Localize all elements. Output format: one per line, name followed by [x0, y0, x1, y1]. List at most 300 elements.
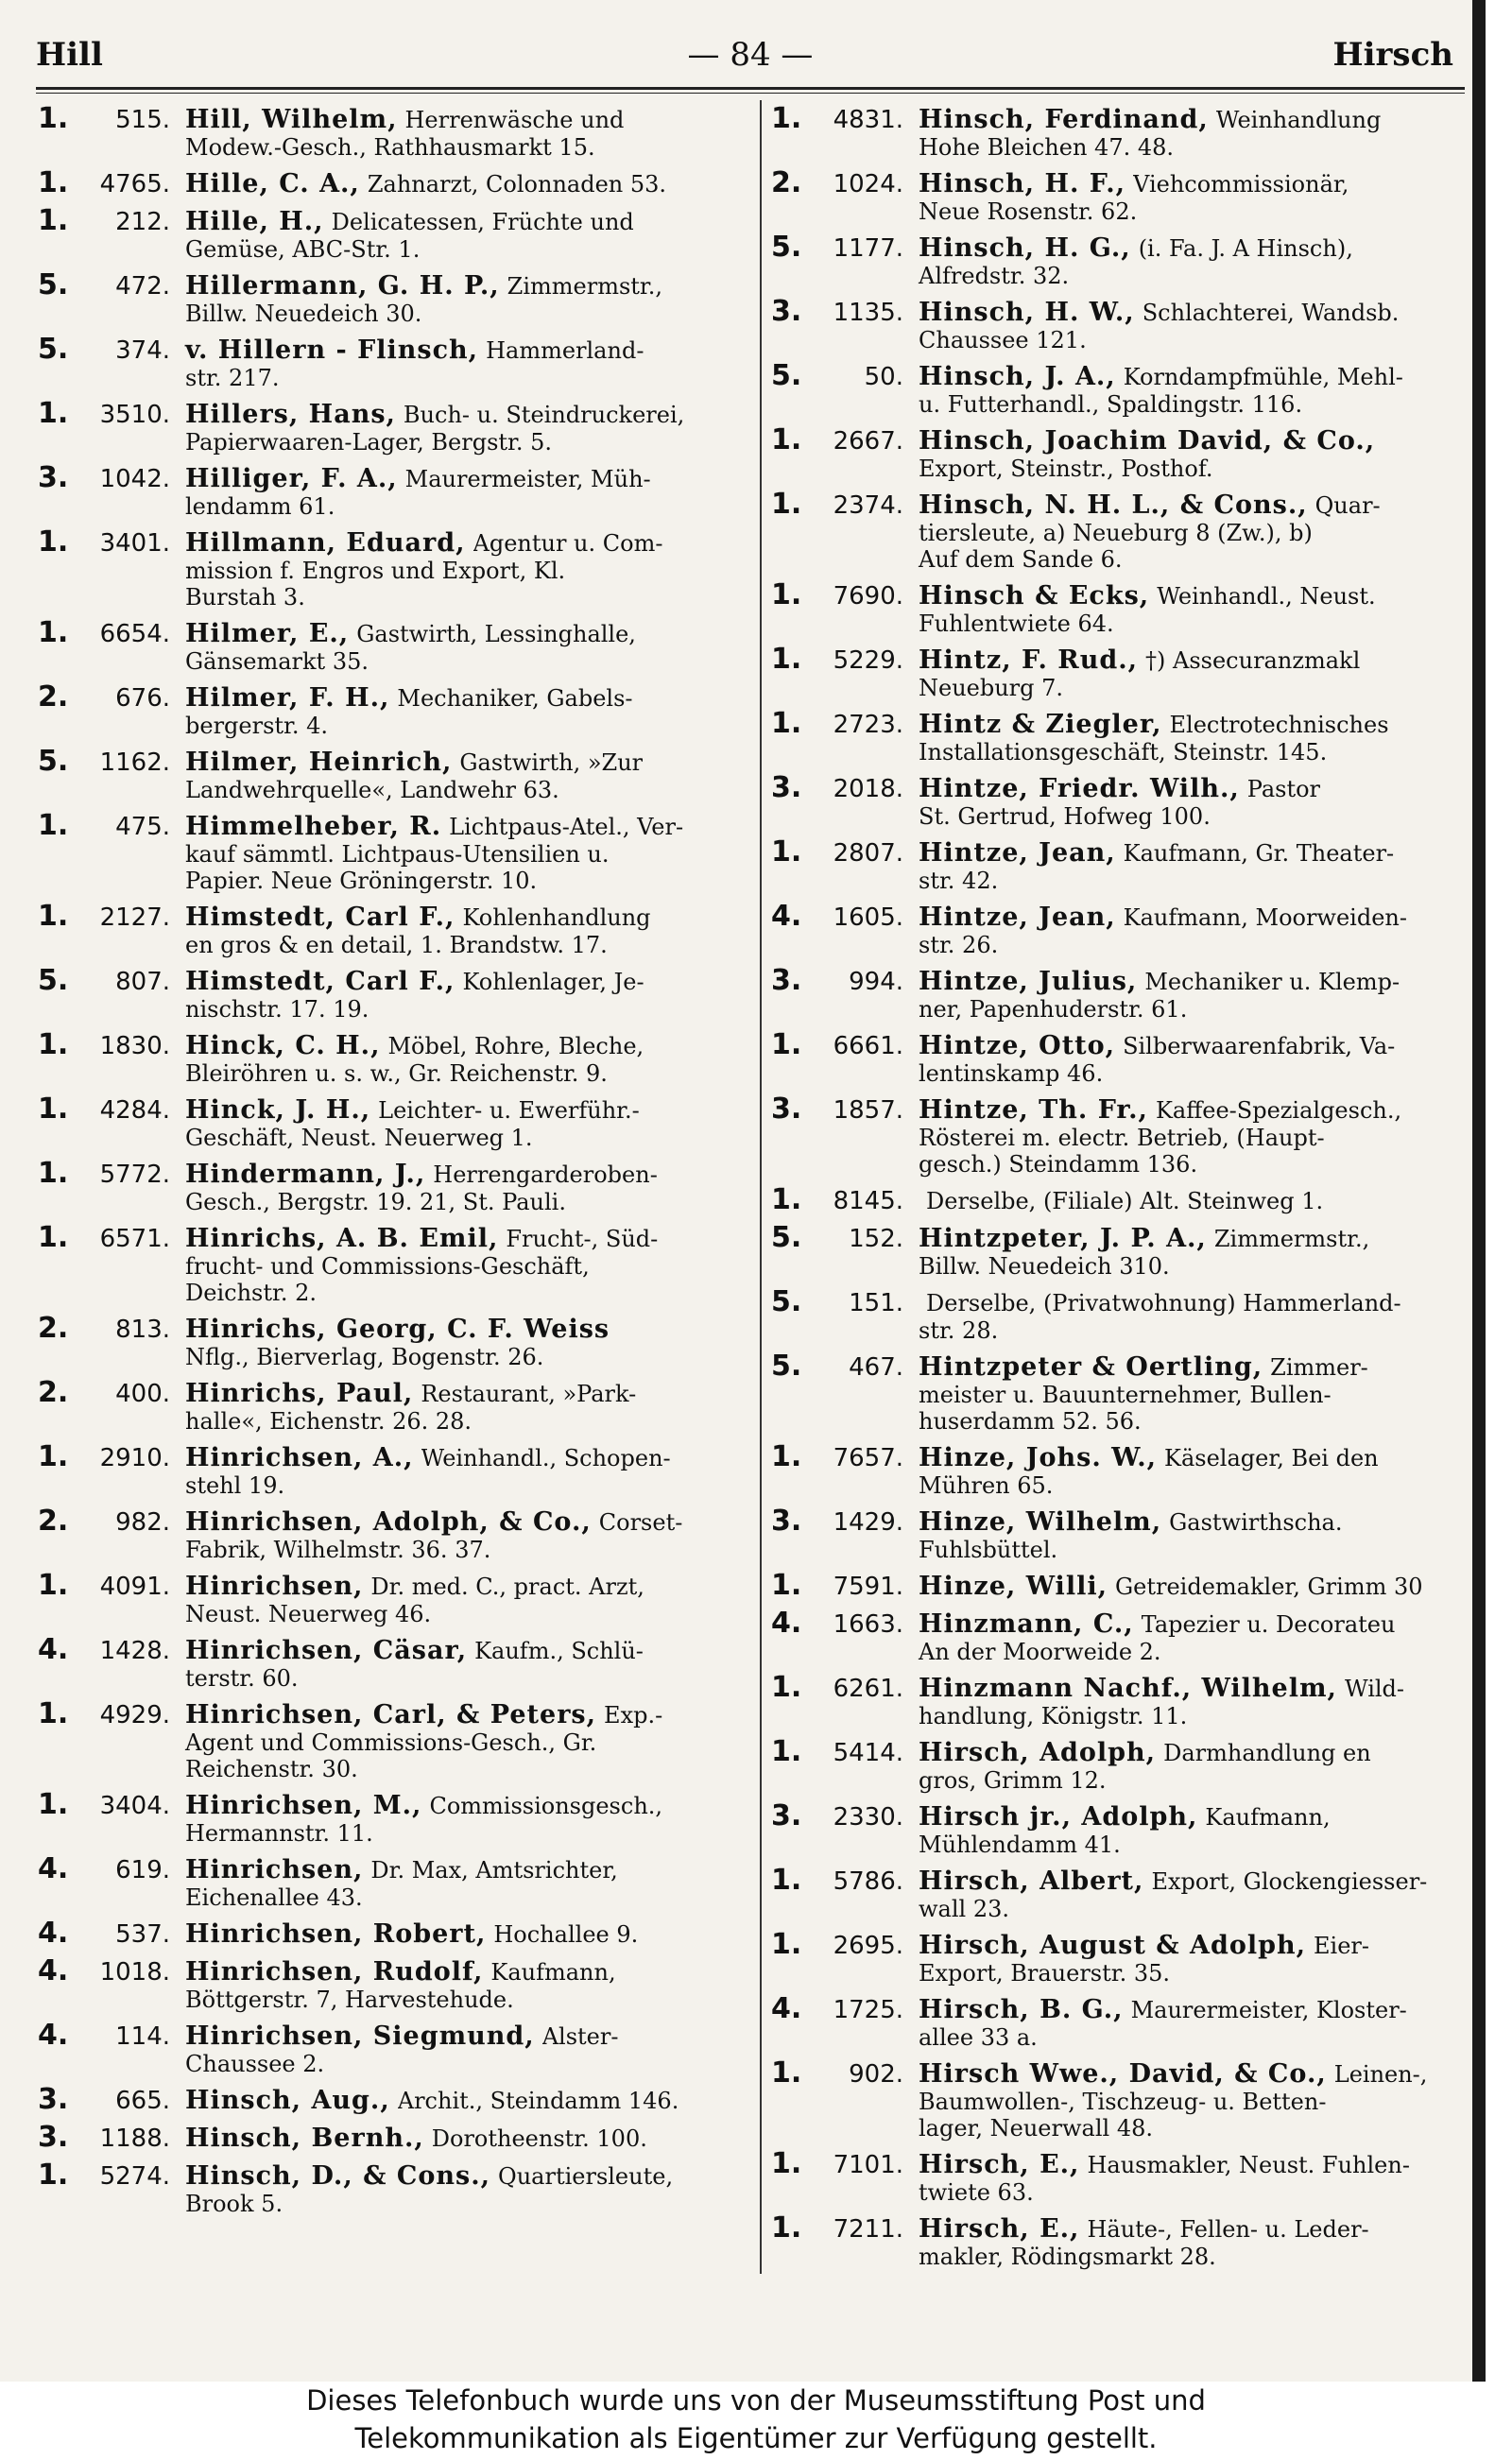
- entry-continuation: str. 42.: [919, 868, 999, 894]
- entry-continuation: str. 28.: [919, 1317, 999, 1344]
- subscriber-description: Kohlenhandlung: [462, 904, 651, 931]
- subscriber-description: Export, Glockengiesser-: [1151, 1868, 1428, 1895]
- footer-line-2: Telekommunikation als Eigentümer zur Verfügung gestellt.: [354, 2422, 1158, 2454]
- exchange-code: 4.: [38, 2019, 69, 2052]
- subscriber-name: Hinrichsen,: [185, 1572, 364, 1601]
- subscriber-name: Himmelheber, R.: [185, 812, 442, 841]
- subscriber-description: Korndampfmühle, Mehl-: [1123, 364, 1403, 390]
- subscriber-description: Zimmermstr.,: [507, 273, 663, 300]
- subscriber-name: Hinsch, Joachim David, & Co.,: [919, 426, 1376, 456]
- directory-entry: [38, 1506, 756, 1563]
- subscriber-name: Hinsch, N. H. L., & Cons.,: [919, 490, 1308, 520]
- entry-continuation: tiersleute, a) Neueburg 8 (Zw.), b): [919, 520, 1313, 546]
- exchange-code: 3.: [771, 1092, 802, 1126]
- directory-entry: [38, 1635, 756, 1692]
- phone-number: 1830.: [99, 1032, 170, 1060]
- directory-entry: [38, 399, 756, 456]
- exchange-code: 1.: [771, 1440, 802, 1473]
- entry-continuation: stehl 19.: [185, 1472, 285, 1499]
- exchange-code: 1.: [38, 900, 69, 933]
- subscriber-name: Hirsch, B. G.,: [919, 1995, 1124, 2024]
- exchange-code: 1.: [771, 835, 802, 869]
- exchange-code: 2.: [38, 1505, 69, 1538]
- directory-entry: [38, 747, 756, 803]
- exchange-code: 1.: [38, 102, 69, 135]
- exchange-code: 1.: [38, 1697, 69, 1730]
- exchange-code: 1.: [38, 525, 69, 559]
- entry-continuation: Alfredstr. 32.: [919, 263, 1070, 289]
- exchange-code: 3.: [38, 2121, 69, 2154]
- subscriber-name: Hirsch Wwe., David, & Co.,: [919, 2059, 1327, 2089]
- phone-number: 6261.: [833, 1675, 903, 1703]
- entry-continuation: Chaussee 121.: [919, 327, 1087, 353]
- entry-continuation: en gros & en detail, 1. Brandstw. 17.: [185, 932, 608, 958]
- entry-continuation: makler, Rödingsmarkt 28.: [919, 2244, 1216, 2270]
- subscriber-name: Hinrichsen, Carl, & Peters,: [185, 1700, 597, 1729]
- exchange-code: 1.: [771, 578, 802, 611]
- subscriber-name: Hinsch, H. G.,: [919, 233, 1131, 263]
- entry-continuation: Billw. Neuedeich 310.: [919, 1253, 1170, 1280]
- entry-continuation: Mühlendamm 41.: [919, 1832, 1121, 1858]
- subscriber-name: Hillers, Hans,: [185, 400, 396, 429]
- header-rule: [36, 87, 1465, 90]
- phone-number: 7211.: [833, 2215, 903, 2244]
- directory-entry: [771, 902, 1470, 958]
- phone-number: 676.: [115, 684, 170, 713]
- subscriber-name: Hinrichsen, A.,: [185, 1443, 414, 1472]
- subscriber-description: Dr. med. C., pract. Arzt,: [370, 1574, 644, 1600]
- entry-continuation: kauf sämmtl. Lichtpaus-Utensilien u.: [185, 841, 610, 868]
- phone-number: 1725.: [833, 1996, 903, 2024]
- entry-continuation: terstr. 60.: [185, 1665, 299, 1692]
- exchange-code: 5.: [38, 333, 69, 366]
- subscriber-name: Hintze, Jean,: [919, 838, 1116, 868]
- directory-entry: [771, 1351, 1470, 1435]
- exchange-code: 4.: [38, 1954, 69, 1987]
- directory-entry: [38, 335, 756, 391]
- directory-entry: [771, 837, 1470, 894]
- entry-continuation: Eichenallee 43.: [185, 1884, 363, 1911]
- phone-number: 50.: [864, 363, 903, 391]
- exchange-code: 5.: [38, 964, 69, 997]
- entry-continuation: nischstr. 17. 19.: [185, 996, 369, 1023]
- subscriber-description: Gastwirthscha.: [1169, 1509, 1343, 1536]
- subscriber-description: Viehcommissionär,: [1133, 171, 1349, 198]
- subscriber-description: Weinhandlung: [1215, 107, 1382, 133]
- entry-continuation: lendamm 61.: [185, 493, 335, 520]
- directory-entry: [38, 168, 756, 198]
- phone-number: 5772.: [99, 1161, 170, 1189]
- directory-entry: [38, 1030, 756, 1087]
- phone-number: 1177.: [833, 234, 903, 263]
- directory-entry: [771, 232, 1470, 289]
- subscriber-name: Hille, H.,: [185, 207, 324, 236]
- subscriber-name: Hinsch, H. W.,: [919, 298, 1135, 327]
- directory-entry: [38, 1956, 756, 2013]
- phone-number: 152.: [849, 1225, 903, 1253]
- phone-number: 2910.: [99, 1444, 170, 1472]
- phone-number: 151.: [849, 1289, 903, 1317]
- entry-continuation: handlung, Königstr. 11.: [919, 1703, 1188, 1729]
- subscriber-description: Hausmakler, Neust. Fuhlen-: [1087, 2152, 1410, 2178]
- subscriber-description: †) Assecuranzmakl: [1145, 647, 1361, 674]
- entry-continuation: Papier. Neue Gröningerstr. 10.: [185, 868, 538, 894]
- phone-number: 374.: [115, 336, 170, 365]
- entry-continuation: halle«, Eichenstr. 26. 28.: [185, 1408, 472, 1435]
- subscriber-name: Hinzmann Nachf., Wilhelm,: [919, 1674, 1337, 1703]
- phone-number: 6571.: [99, 1225, 170, 1253]
- directory-entry: [38, 2160, 756, 2217]
- entry-continuation: Gänsemarkt 35.: [185, 648, 369, 675]
- phone-number: 3510.: [99, 401, 170, 429]
- phone-number: 4929.: [99, 1701, 170, 1729]
- subscriber-name: Hinzmann, C.,: [919, 1609, 1134, 1639]
- phone-number: 472.: [115, 272, 170, 301]
- subscriber-name: Hinrichs, Paul,: [185, 1379, 414, 1408]
- directory-entry: [38, 902, 756, 958]
- subscriber-name: Hinze, Wilhelm,: [919, 1507, 1162, 1537]
- subscriber-name: Hille, C. A.,: [185, 169, 360, 198]
- subscriber-name: Hinsch, Ferdinand,: [919, 105, 1209, 134]
- subscriber-description: Kohlenlager, Je-: [462, 969, 644, 995]
- phone-number: 7657.: [833, 1444, 903, 1472]
- exchange-code: 1.: [38, 1440, 69, 1473]
- subscriber-description: Leichter- u. Ewerführ.-: [378, 1097, 640, 1124]
- subscriber-name: Hirsch, E.,: [919, 2150, 1080, 2179]
- subscriber-description: Darmhandlung en: [1163, 1740, 1371, 1766]
- directory-entry: [771, 773, 1470, 830]
- exchange-code: 1.: [38, 397, 69, 430]
- page-number: — 84 —: [687, 36, 814, 74]
- entry-continuation: Baumwollen-, Tischzeug- u. Betten-: [919, 2089, 1327, 2115]
- directory-entry: [38, 463, 756, 520]
- directory-entry: [771, 1866, 1470, 1922]
- entry-continuation: wall 23.: [919, 1896, 1009, 1922]
- subscriber-description: Derselbe, (Privatwohnung) Hammerland-: [926, 1290, 1401, 1316]
- phone-number: 2330.: [833, 1803, 903, 1832]
- exchange-code: 3.: [38, 461, 69, 494]
- exchange-code: 4.: [38, 1852, 69, 1885]
- subscriber-description: Kaffee-Spezialgesch.,: [1155, 1097, 1402, 1124]
- phone-number: 7591.: [833, 1573, 903, 1601]
- entry-continuation: str. 26.: [919, 932, 999, 958]
- subscriber-description: Quar-: [1314, 492, 1381, 519]
- directory-entry: [38, 1571, 756, 1627]
- directory-entry: [771, 1801, 1470, 1858]
- subscriber-description: Möbel, Rohre, Bleche,: [387, 1033, 644, 1059]
- entry-continuation: Hermannstr. 11.: [185, 1820, 373, 1847]
- directory-entry: [771, 1223, 1470, 1280]
- subscriber-description: Leinen-,: [1333, 2061, 1428, 2088]
- subscriber-description: Pastor: [1246, 776, 1321, 802]
- subscriber-description: Restaurant, »Park-: [421, 1381, 637, 1407]
- subscriber-name: Hirsch jr., Adolph,: [919, 1802, 1198, 1832]
- directory-entry: [38, 1094, 756, 1151]
- subscriber-description: Frucht-, Süd-: [506, 1226, 659, 1252]
- subscriber-description: Silberwaarenfabrik, Va-: [1123, 1033, 1396, 1059]
- subscriber-name: Hintzpeter & Oertling,: [919, 1352, 1263, 1382]
- subscriber-description: Schlachterei, Wandsb.: [1142, 300, 1400, 326]
- subscriber-description: Zimmermstr.,: [1213, 1226, 1370, 1252]
- subscriber-name: Hinsch, Aug.,: [185, 2086, 390, 2115]
- phone-number: 3401.: [99, 529, 170, 558]
- exchange-code: 3.: [771, 771, 802, 804]
- phone-number: 114.: [115, 2022, 170, 2051]
- entry-continuation: Böttgerstr. 7, Harvestehude.: [185, 1987, 514, 2013]
- subscriber-description: Häute-, Fellen- u. Leder-: [1087, 2216, 1369, 2243]
- subscriber-name: Hirsch, August & Adolph,: [919, 1931, 1307, 1960]
- entry-continuation: Brook 5.: [185, 2191, 284, 2217]
- right-column: [771, 104, 1470, 2278]
- directory-entry: [771, 1571, 1470, 1601]
- subscriber-name: Hirsch, Adolph,: [919, 1738, 1157, 1767]
- subscriber-description: Buch- u. Steindruckerei,: [403, 402, 685, 428]
- phone-number: 2807.: [833, 839, 903, 868]
- entry-continuation: frucht- und Commissions-Geschäft,: [185, 1253, 590, 1280]
- phone-number: 5414.: [833, 1739, 903, 1767]
- exchange-code: 1.: [38, 1092, 69, 1126]
- subscriber-name: Hinrichsen, Adolph, & Co.,: [185, 1507, 592, 1537]
- phone-number: 665.: [115, 2087, 170, 2115]
- subscriber-description: Derselbe, (Filiale) Alt. Steinweg 1.: [926, 1188, 1324, 1214]
- subscriber-name: Hill, Wilhelm,: [185, 105, 398, 134]
- phone-number: 7101.: [833, 2151, 903, 2179]
- subscriber-description: Maurermeister, Müh-: [404, 466, 651, 492]
- phone-number: 5274.: [99, 2162, 170, 2191]
- exchange-code: 2.: [771, 166, 802, 199]
- entry-continuation: lager, Neuerwall 48.: [919, 2115, 1153, 2142]
- subscriber-name: Hinrichsen,: [185, 1855, 364, 1884]
- directory-entry: [771, 297, 1470, 353]
- subscriber-name: Hinck, J. H.,: [185, 1095, 371, 1125]
- exchange-code: 1.: [771, 2147, 802, 2180]
- directory-entry: [38, 206, 756, 263]
- directory-entry: [771, 966, 1470, 1023]
- entry-continuation: Export, Steinstr., Posthof.: [919, 456, 1213, 482]
- entry-continuation: Neueburg 7.: [919, 675, 1064, 701]
- directory-entry: [771, 2213, 1470, 2270]
- directory-entry: [771, 1506, 1470, 1563]
- exchange-code: 1.: [771, 1928, 802, 1961]
- exchange-code: 1.: [771, 707, 802, 740]
- phone-number: 537.: [115, 1920, 170, 1949]
- exchange-code: 3.: [38, 2083, 69, 2116]
- subscriber-name: Hintze, Friedr. Wilh.,: [919, 774, 1240, 803]
- exchange-code: 1.: [38, 809, 69, 842]
- exchange-code: 1.: [38, 1221, 69, 1254]
- subscriber-description: Gastwirth, Lessinghalle,: [356, 621, 636, 647]
- subscriber-name: Hintz, F. Rud.,: [919, 645, 1139, 675]
- phone-number: 212.: [115, 208, 170, 236]
- entry-continuation: Gesch., Bergstr. 19. 21, St. Pauli.: [185, 1189, 566, 1215]
- exchange-code: 2.: [38, 680, 69, 714]
- directory-entry: [38, 1699, 756, 1782]
- phone-number: 467.: [849, 1353, 903, 1382]
- phone-number: 7690.: [833, 582, 903, 611]
- phone-number: 1663.: [833, 1610, 903, 1639]
- phone-number: 5229.: [833, 646, 903, 675]
- subscriber-description: Exp.-: [604, 1702, 663, 1729]
- phone-number: 1162.: [99, 748, 170, 777]
- exchange-code: 1.: [771, 643, 802, 676]
- subscriber-description: Quartiersleute,: [498, 2163, 674, 2190]
- subscriber-name: Hintze, Otto,: [919, 1031, 1116, 1060]
- subscriber-name: Hinrichsen, Robert,: [185, 1919, 487, 1949]
- phone-number: 4091.: [99, 1573, 170, 1601]
- exchange-code: 4.: [771, 1992, 802, 2025]
- subscriber-description: Mechaniker u. Klemp-: [1144, 969, 1400, 995]
- subscriber-name: Hinrichsen, Siegmund,: [185, 2021, 535, 2051]
- directory-entry: [771, 1185, 1470, 1215]
- subscriber-name: Hintzpeter, J. P. A.,: [919, 1224, 1207, 1253]
- phone-number: 813.: [115, 1316, 170, 1344]
- subscriber-description: Kaufmann, Moorweiden-: [1123, 904, 1407, 931]
- entry-continuation: huserdamm 52. 56.: [919, 1408, 1142, 1435]
- phone-number: 2018.: [833, 775, 903, 803]
- directory-entry: [771, 1030, 1470, 1087]
- subscriber-name: Hilmer, F. H.,: [185, 683, 390, 713]
- exchange-code: 1.: [771, 102, 802, 135]
- exchange-code: 3.: [771, 964, 802, 997]
- entry-continuation: lentinskamp 46.: [919, 1060, 1104, 1087]
- exchange-code: 5.: [771, 1285, 802, 1318]
- exchange-code: 2.: [38, 1376, 69, 1409]
- entry-continuation: Fuhlentwiete 64.: [919, 611, 1114, 637]
- subscriber-description: Hammerland-: [486, 337, 644, 364]
- exchange-code: 5.: [38, 745, 69, 778]
- exchange-code: 5.: [771, 1221, 802, 1254]
- phone-number: 1042.: [99, 465, 170, 493]
- entry-continuation: Neue Rosenstr. 62.: [919, 198, 1138, 225]
- directory-entry: [771, 168, 1470, 225]
- phone-number: 994.: [849, 968, 903, 996]
- subscriber-name: Hinsch, H. F.,: [919, 169, 1126, 198]
- subscriber-description: Maurermeister, Kloster-: [1130, 1997, 1407, 2023]
- phone-number: 3404.: [99, 1792, 170, 1820]
- exchange-code: 1.: [771, 488, 802, 521]
- subscriber-name: Hinsch, J. A.,: [919, 362, 1116, 391]
- exchange-code: 1.: [38, 1569, 69, 1602]
- subscriber-description: Eier-: [1314, 1933, 1369, 1959]
- phone-number: 6661.: [833, 1032, 903, 1060]
- phone-number: 619.: [115, 1856, 170, 1884]
- exchange-code: 5.: [771, 359, 802, 392]
- header-right-keyword: Hirsch: [1332, 36, 1453, 74]
- directory-entry: [771, 1673, 1470, 1729]
- directory-entry: [38, 270, 756, 327]
- exchange-code: 1.: [771, 1028, 802, 1061]
- subscriber-description: Delicatessen, Früchte und: [331, 209, 634, 235]
- exchange-code: 5.: [771, 231, 802, 264]
- subscriber-description: Alster-: [541, 2023, 619, 2050]
- page-header: [36, 36, 1465, 85]
- phone-number: 400.: [115, 1380, 170, 1408]
- directory-entry: [771, 490, 1470, 573]
- entry-continuation: Deichstr. 2.: [185, 1280, 317, 1306]
- entry-continuation: Reichenstr. 30.: [185, 1756, 358, 1782]
- subscriber-name: Hinze, Willi,: [919, 1572, 1108, 1601]
- exchange-code: 1.: [771, 2056, 802, 2090]
- subscriber-name: Hinze, Johs. W.,: [919, 1443, 1158, 1472]
- subscriber-name: Hintze, Jean,: [919, 903, 1116, 932]
- subscriber-description: Gastwirth, »Zur: [459, 749, 644, 776]
- subscriber-description: Archit., Steindamm 146.: [397, 2088, 679, 2114]
- exchange-code: 1.: [38, 204, 69, 237]
- subscriber-name: Hinck, C. H.,: [185, 1031, 381, 1060]
- directory-entry: [38, 1790, 756, 1847]
- subscriber-description: Mechaniker, Gabels-: [397, 685, 633, 712]
- exchange-code: 1.: [38, 2159, 69, 2192]
- subscriber-name: Hinsch, D., & Cons.,: [185, 2161, 491, 2191]
- subscriber-name: Hinrichsen, Rudolf,: [185, 1957, 484, 1987]
- subscriber-description: Kaufmann,: [1205, 1804, 1331, 1831]
- subscriber-description: Kaufm., Schlü-: [474, 1638, 644, 1664]
- subscriber-description: Weinhandl., Schopen-: [421, 1445, 671, 1471]
- subscriber-name: Hintz & Ziegler,: [919, 710, 1162, 739]
- directory-entry: [771, 580, 1470, 637]
- phone-number: 1188.: [99, 2125, 170, 2153]
- phone-number: 475.: [115, 813, 170, 841]
- directory-entry: [38, 618, 756, 675]
- header-left-keyword: Hill: [36, 36, 103, 74]
- phone-number: 1605.: [833, 903, 903, 932]
- subscriber-name: Hinsch, Bernh.,: [185, 2124, 424, 2153]
- entry-continuation: Burstah 3.: [185, 584, 305, 611]
- entry-continuation: u. Futterhandl., Spaldingstr. 116.: [919, 391, 1303, 418]
- phone-number: 2695.: [833, 1932, 903, 1960]
- subscriber-description: Tapezier u. Decorateu: [1141, 1611, 1396, 1638]
- phone-number: 1018.: [99, 1958, 170, 1987]
- phone-number: 1135.: [833, 299, 903, 327]
- phone-number: 902.: [849, 2060, 903, 2089]
- subscriber-description: Dorotheenstr. 100.: [431, 2125, 647, 2152]
- exchange-code: 4.: [38, 1917, 69, 1950]
- subscriber-name: v. Hillern - Flinsch,: [185, 335, 479, 365]
- phone-number: 2374.: [833, 491, 903, 520]
- entry-continuation: bergerstr. 4.: [185, 713, 329, 739]
- directory-entry: [771, 645, 1470, 701]
- entry-continuation: Bleiröhren u. s. w., Gr. Reichenstr. 9.: [185, 1060, 608, 1087]
- phone-number: 1428.: [99, 1637, 170, 1665]
- directory-entry: [771, 1930, 1470, 1987]
- subscriber-name: Hilmer, Heinrich,: [185, 748, 453, 777]
- subscriber-description: Herrengarderoben-: [433, 1161, 658, 1188]
- entry-continuation: Billw. Neuedeich 30.: [185, 301, 422, 327]
- entry-continuation: gros, Grimm 12.: [919, 1767, 1107, 1794]
- entry-continuation: Agent und Commissions-Gesch., Gr.: [185, 1729, 597, 1756]
- subscriber-description: Corset-: [598, 1509, 683, 1536]
- directory-entry: [38, 2021, 756, 2077]
- phone-number: 2127.: [99, 903, 170, 932]
- entry-continuation: allee 33 a.: [919, 2024, 1038, 2051]
- phone-number: 515.: [115, 106, 170, 134]
- entry-continuation: Fabrik, Wilhelmstr. 36. 37.: [185, 1537, 491, 1563]
- directory-entry: [771, 1287, 1470, 1344]
- directory-entry: [38, 1314, 756, 1370]
- subscriber-name: Hintze, Th. Fr.,: [919, 1095, 1148, 1125]
- page-edge: [1472, 0, 1486, 2382]
- entry-continuation: Rösterei m. electr. Betrieb, (Haupt-: [919, 1125, 1325, 1151]
- subscriber-description: Hochallee 9.: [493, 1921, 639, 1948]
- footer-line-1: Dieses Telefonbuch wurde uns von der Museumsstiftung Post und: [306, 2384, 1206, 2417]
- directory-entry: [38, 1378, 756, 1435]
- phone-number: 1429.: [833, 1508, 903, 1537]
- subscriber-name: Hinrichs, Georg, C. F. Weiss: [185, 1315, 610, 1344]
- phone-number: 982.: [115, 1508, 170, 1537]
- exchange-code: 5.: [771, 1350, 802, 1383]
- exchange-code: 5.: [38, 268, 69, 301]
- exchange-code: 1.: [771, 1864, 802, 1897]
